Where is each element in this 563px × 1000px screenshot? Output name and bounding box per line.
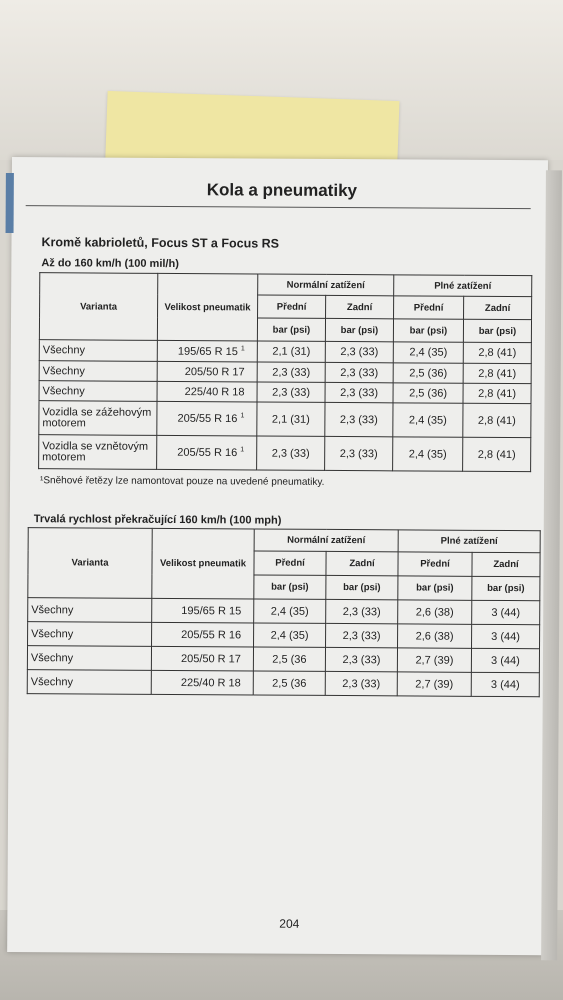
cell-tire-size: 205/55 R 16 $^1$ — [157, 401, 257, 436]
cell-full-front: 2,5 (36) — [393, 383, 463, 403]
cell-tire-size: 205/50 R 17 — [151, 646, 253, 671]
table-row — [28, 622, 540, 649]
cell-full-rear: 2,8 (41) — [463, 437, 531, 471]
header-front: Přední — [398, 552, 472, 576]
cell-variant: Všechny — [39, 361, 157, 382]
page-tab-marker — [6, 173, 14, 233]
cell-full-front: 2,5 (36) — [393, 363, 463, 383]
header-front: Přední — [394, 296, 464, 319]
header-unit: bar (psi) — [472, 576, 540, 600]
cell-tire-size: 195/65 R 15 $^1$ — [157, 340, 257, 362]
cell-full-front: 2,4 (35) — [393, 342, 463, 363]
header-unit: bar (psi) — [393, 319, 463, 342]
table2-caption: Trvalá rychlost překračující 160 km/h (100 mph) — [33, 513, 282, 527]
title-divider — [26, 205, 531, 209]
header-normal-load: Normální zatížení — [254, 529, 398, 552]
cell-normal-front: 2,4 (35) — [254, 623, 326, 647]
cell-normal-rear: 2,3 (33) — [326, 599, 398, 623]
cell-normal-rear: 2,3 (33) — [325, 647, 397, 671]
cell-full-front: 2,7 (39) — [397, 672, 471, 696]
cell-normal-front: 2,4 (35) — [254, 599, 326, 623]
cell-variant: Vozidla se vznětovým motorem — [39, 435, 157, 470]
cell-normal-front: 2,1 (31) — [257, 341, 325, 362]
footnote-snow-chains: ¹Sněhové řetězy lze namontovat pouze na uvedené pneumatiky. — [39, 475, 325, 488]
cell-normal-rear: 2,3 (33) — [325, 382, 393, 402]
header-variant: Varianta — [39, 273, 157, 341]
cell-normal-rear: 2,3 (33) — [325, 436, 393, 470]
tire-pressure-table-2 — [27, 527, 541, 697]
cell-full-front: 2,4 (35) — [393, 437, 463, 471]
cell-normal-rear: 2,3 (33) — [325, 402, 393, 436]
cell-full-rear: 3 (44) — [471, 672, 539, 696]
header-front: Přední — [258, 295, 326, 318]
cell-full-rear: 2,8 (41) — [463, 342, 531, 363]
cell-variant: Vozidla se zážehovým motorem — [39, 401, 157, 436]
cell-full-front: 2,6 (38) — [398, 624, 472, 648]
cell-full-front: 2,4 (35) — [393, 403, 463, 437]
table-row — [39, 435, 531, 472]
page-stack-edge — [541, 170, 562, 960]
header-rear: Zadní — [326, 551, 398, 575]
table1-caption: Až do 160 km/h (100 mil/h) — [41, 257, 179, 271]
cell-full-front: 2,7 (39) — [397, 648, 471, 672]
cell-variant: Všechny — [39, 381, 157, 402]
header-unit: bar (psi) — [257, 318, 325, 341]
header-variant: Varianta — [28, 528, 152, 599]
table-row — [28, 598, 540, 625]
cell-tire-size: 205/55 R 16 $^1$ — [157, 435, 257, 470]
page-number: 204 — [279, 916, 300, 931]
table-row — [27, 670, 539, 697]
cell-normal-rear: 2,3 (33) — [325, 671, 397, 695]
cell-normal-front: 2,3 (33) — [257, 436, 325, 470]
header-rear: Zadní — [464, 296, 532, 319]
cell-normal-rear: 2,3 (33) — [325, 341, 393, 362]
cell-variant: Všechny — [28, 598, 152, 623]
header-rear: Zadní — [326, 295, 394, 318]
table-row — [39, 401, 531, 438]
cell-variant: Všechny — [28, 622, 152, 647]
header-tire-size: Velikost pneumatik — [157, 273, 257, 341]
cell-tire-size: 205/55 R 16 — [152, 622, 254, 647]
header-full-load: Plné zatížení — [394, 275, 532, 297]
cell-full-front: 2,6 (38) — [398, 600, 472, 624]
manual-page — [7, 157, 548, 955]
cell-normal-front: 2,3 (33) — [257, 362, 325, 382]
section1-heading: Kromě kabrioletů, Focus ST a Focus RS — [41, 235, 280, 251]
cell-full-rear: 3 (44) — [472, 624, 540, 648]
cell-normal-front: 2,1 (31) — [257, 402, 325, 436]
cell-full-rear: 2,8 (41) — [463, 363, 531, 383]
page-title: Kola a pneumatiky — [206, 180, 358, 201]
header-full-load: Plné zatížení — [398, 530, 540, 553]
cell-full-rear: 3 (44) — [472, 600, 540, 624]
header-unit: bar (psi) — [254, 575, 326, 599]
header-unit: bar (psi) — [398, 576, 472, 600]
cell-full-rear: 2,8 (41) — [463, 383, 531, 403]
header-normal-load: Normální zatížení — [258, 274, 394, 296]
cell-normal-front: 2,5 (36 — [253, 647, 325, 671]
header-unit: bar (psi) — [325, 318, 393, 341]
header-tire-size: Velikost pneumatik — [152, 528, 254, 599]
cell-tire-size: 225/40 R 18 — [151, 670, 253, 695]
cell-full-rear: 3 (44) — [471, 648, 539, 672]
header-unit: bar (psi) — [463, 319, 531, 342]
header-rear: Zadní — [472, 552, 540, 576]
cell-normal-rear: 2,3 (33) — [325, 362, 393, 382]
tire-pressure-table-1 — [38, 272, 532, 472]
header-front: Přední — [254, 551, 326, 575]
cell-tire-size: 205/50 R 17 — [157, 361, 257, 382]
cell-tire-size: 225/40 R 18 — [157, 381, 257, 402]
cell-normal-front: 2,5 (36 — [253, 671, 325, 695]
table-row — [39, 340, 531, 364]
cell-variant: Všechny — [27, 646, 151, 671]
cell-variant: Všechny — [27, 670, 151, 695]
cell-variant: Všechny — [39, 340, 157, 362]
cell-tire-size: 195/65 R 15 — [152, 598, 254, 623]
cell-normal-front: 2,3 (33) — [257, 382, 325, 402]
cell-normal-rear: 2,3 (33) — [326, 623, 398, 647]
table-row — [27, 646, 539, 673]
header-unit: bar (psi) — [326, 575, 398, 599]
cell-full-rear: 2,8 (41) — [463, 403, 531, 437]
